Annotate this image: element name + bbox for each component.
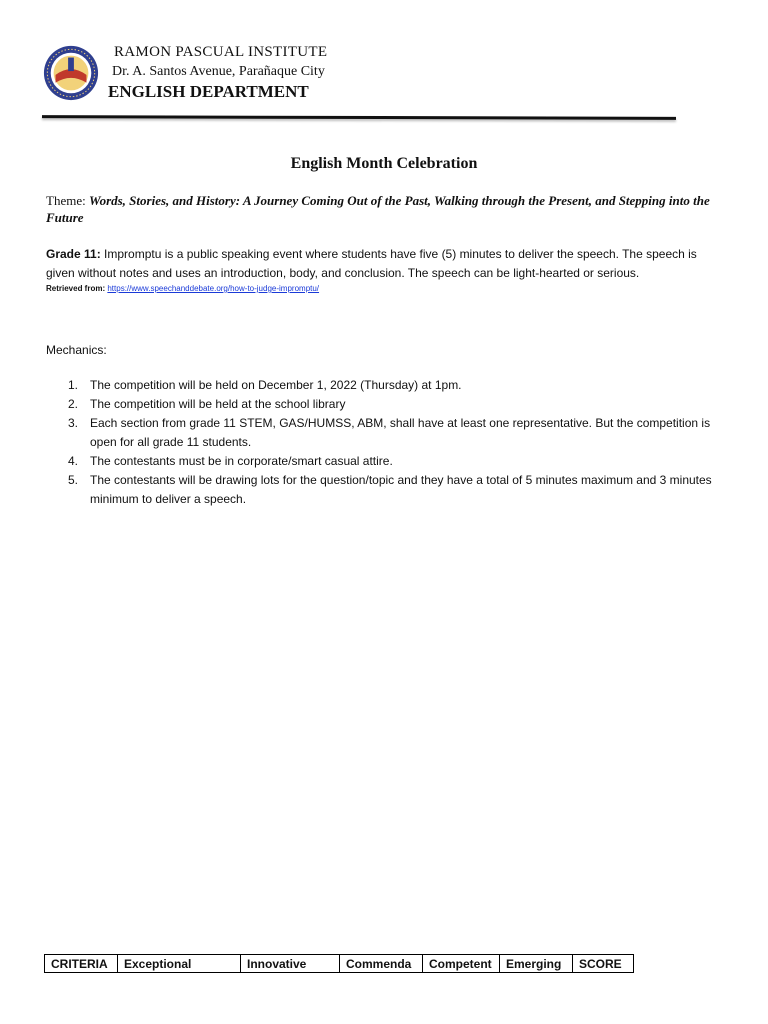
list-item	[46, 471, 718, 509]
header-divider	[42, 115, 676, 120]
header-cell-commendable: Commenda	[340, 955, 423, 973]
theme-text: Words, Stories, and History: A Journey Coming Out of the Past, Walking through the Present, and Stepping into the Future	[46, 193, 710, 225]
list-item-number: 1.	[68, 378, 79, 392]
list-item-text: The competition will be held at the school library	[90, 397, 346, 411]
theme-paragraph	[46, 192, 718, 226]
mechanics-heading: Mechanics:	[46, 343, 107, 357]
header-cell-competent: Competent	[423, 955, 500, 973]
list-item-number: 2.	[68, 397, 79, 411]
source-link[interactable]: https://www.speechanddebate.org/how-to-judge-impromptu/	[107, 284, 320, 293]
list-item	[46, 376, 718, 395]
institution-name: RAMON PASCUAL INSTITUTE	[114, 44, 328, 60]
list-item-number: 4.	[68, 454, 79, 468]
list-item	[46, 414, 718, 452]
school-seal-icon	[42, 44, 100, 102]
list-item-text: The contestants will be drawing lots for the question/topic and they have a total of 5 minutes maximum and 3 minutes minimum to deliver a speech.	[90, 473, 712, 506]
list-item-number: 5.	[68, 473, 79, 487]
header-cell-score: SCORE	[573, 955, 634, 973]
retrieved-label: Retrieved from:	[46, 284, 106, 293]
list-item-text: Each section from grade 11 STEM, GAS/HUMSS, ABM, shall have at least one representative. But the competition is open for all grade 11 students.	[90, 416, 711, 449]
theme-label: Theme:	[46, 193, 86, 208]
list-item	[46, 395, 718, 414]
header-cell-emerging: Emerging	[500, 955, 573, 973]
department-name: ENGLISH DEPARTMENT	[108, 82, 309, 101]
list-item-number: 3.	[68, 416, 79, 430]
header-cell-exceptional: Exceptional	[118, 955, 241, 973]
header-cell-criteria: CRITERIA	[45, 955, 118, 973]
rubric-table	[44, 954, 634, 973]
table-header-row	[45, 955, 634, 973]
grade-label: Grade 11:	[46, 247, 101, 261]
mechanics-list	[46, 376, 718, 509]
header-cell-innovative: Innovative	[241, 955, 340, 973]
institution-address: Dr. A. Santos Avenue, Parañaque City	[112, 64, 325, 79]
document-title: English Month Celebration	[290, 155, 478, 172]
grade-text: Impromptu is a public speaking event where students have five (5) minutes to deliver the speech. The speech is given without notes and uses an introduction, body, and conclusion. The speech can be light-hearted or serious.	[46, 247, 697, 280]
list-item	[46, 452, 718, 471]
grade-paragraph	[46, 245, 722, 283]
retrieved-line	[46, 284, 319, 293]
list-item-text: The competition will be held on December 1, 2022 (Thursday) at 1pm.	[90, 378, 462, 392]
list-item-text: The contestants must be in corporate/smart casual attire.	[90, 454, 393, 468]
